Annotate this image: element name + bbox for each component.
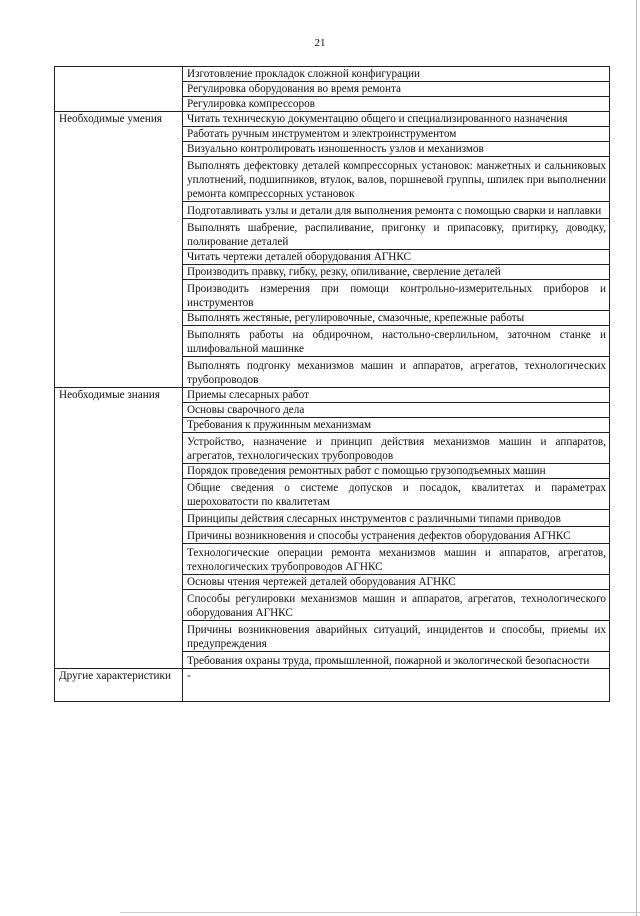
knowledge-item: Общие сведения о системе допусков и посадок, квалитетах и параметрах шероховатости по квалитетам [183, 479, 610, 510]
knowledge-item: Способы регулировки механизмов машин и аппаратов, агрегатов, технологического оборудования АГНКС [183, 590, 610, 621]
knowledge-item: Технологические операции ремонта механизмов машин и аппаратов, агрегатов, технологических трубопроводов АГНКС [183, 544, 610, 575]
skill-item: Выполнять подгонку механизмов машин и аппаратов, агрегатов, технологических трубопроводов [183, 357, 610, 388]
table-row [55, 112, 610, 127]
scan-edge [636, 0, 637, 916]
skill-item: Выполнять шабрение, распиливание, пригонку и припасовку, притирку, доводку, полирование деталей [183, 219, 610, 250]
knowledge-label: Необходимые знания [55, 388, 183, 669]
knowledge-item: Причины возникновения и способы устранения дефектов оборудования АГНКС [183, 527, 610, 544]
work-item: Регулировка оборудования во время ремонта [183, 82, 610, 97]
knowledge-item: Порядок проведения ремонтных работ с помощью грузоподъемных машин [183, 464, 610, 479]
knowledge-item: Основы чтения чертежей деталей оборудования АГНКС [183, 575, 610, 590]
work-item: Регулировка компрессоров [183, 97, 610, 112]
skill-item: Выполнять работы на обдирочном, настольно-сверлильном, заточном станке и шлифовальной машинке [183, 326, 610, 357]
knowledge-item: Требования охраны труда, промышленной, пожарной и экологической безопасности [183, 652, 610, 669]
table-row [55, 67, 610, 82]
skill-item: Производить правку, гибку, резку, опиливание, сверление деталей [183, 265, 610, 280]
knowledge-item: Приемы слесарных работ [183, 388, 610, 403]
skill-item: Подготавливать узлы и детали для выполнения ремонта с помощью сварки и наплавки [183, 202, 610, 219]
page-number: 21 [314, 37, 326, 49]
skill-item: Визуально контролировать изношенность узлов и механизмов [183, 142, 610, 157]
knowledge-item: Основы сварочного дела [183, 403, 610, 418]
knowledge-item: Требования к пружинным механизмам [183, 418, 610, 433]
scan-edge [120, 912, 640, 913]
skill-item: Выполнять жестяные, регулировочные, смазочные, крепежные работы [183, 311, 610, 326]
empty-label-cell [55, 67, 183, 112]
skill-item: Производить измерения при помощи контрольно-измерительных приборов и инструментов [183, 280, 610, 311]
other-characteristics-value: - [183, 669, 610, 702]
knowledge-item: Причины возникновения аварийных ситуаций, инцидентов и способы, приемы их предупреждения [183, 621, 610, 652]
qualification-table [54, 66, 610, 702]
other-characteristics-label: Другие характеристики [55, 669, 183, 702]
knowledge-item: Устройство, назначение и принцип действия механизмов машин и аппаратов, агрегатов, технологических трубопроводов [183, 433, 610, 464]
skills-label: Необходимые умения [55, 112, 183, 388]
skill-item: Читать чертежи деталей оборудования АГНКС [183, 250, 610, 265]
skill-item: Работать ручным инструментом и электроинструментом [183, 127, 610, 142]
table-row [55, 388, 610, 403]
table-row [55, 669, 610, 702]
skill-item: Читать техническую документацию общего и специализированного назначения [183, 112, 610, 127]
work-item: Изготовление прокладок сложной конфигурации [183, 67, 610, 82]
knowledge-item: Принципы действия слесарных инструментов с различными типами приводов [183, 510, 610, 527]
skill-item: Выполнять дефектовку деталей компрессорных установок: манжетных и сальниковых уплотнений, подшипников, втулок, валов, поршневой группы, шпилек при выполнении ремонта компрессорных установок [183, 157, 610, 202]
